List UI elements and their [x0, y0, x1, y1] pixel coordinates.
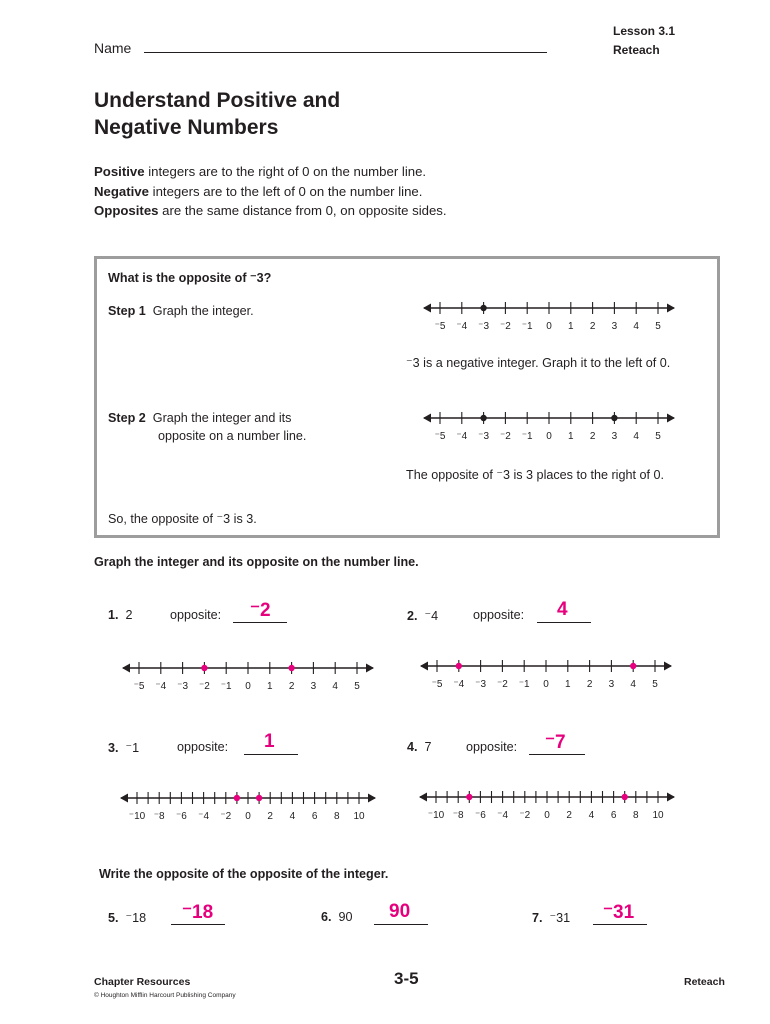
tick-label: ⁻2	[499, 321, 511, 332]
tick-label: ⁻2	[220, 811, 232, 822]
answer-5: ⁻18	[182, 902, 214, 923]
arrow-left-icon	[423, 414, 431, 423]
tick-label: 3	[611, 321, 618, 332]
opposite-label-2: opposite:	[473, 608, 525, 622]
tick-label: 5	[655, 321, 661, 332]
tick-label: 6	[610, 810, 617, 821]
tick-label: 1	[267, 681, 273, 692]
tick-label: 4	[332, 681, 338, 692]
tick-label: 10	[652, 810, 664, 821]
tick-label: 3	[611, 431, 618, 442]
footer-copyright: © Houghton Mifflin Harcourt Publishing Company	[94, 992, 236, 999]
tick-label: 2	[589, 321, 596, 332]
definition-opposites: Opposites are the same distance from 0, on opposite sides.	[94, 203, 447, 218]
tick-label: ⁻1	[521, 431, 533, 442]
tick-label: 4	[630, 679, 636, 690]
tick-label: 2	[586, 679, 593, 690]
tick-label: ⁻6	[474, 810, 486, 821]
tick-label: ⁻10	[427, 810, 445, 821]
tick-label: ⁻4	[198, 811, 210, 822]
number-line-problem-3[interactable]	[120, 792, 376, 822]
example-question: What is the opposite of ⁻3?	[108, 271, 272, 285]
tick-label: ⁻10	[128, 811, 146, 822]
problem-7: 7. ⁻31	[532, 911, 571, 925]
definition-positive: Positive integers are to the right of 0 on the number line.	[94, 164, 427, 179]
tick-label: ⁻3	[478, 321, 490, 332]
tick-label: 0	[546, 321, 552, 332]
answer-6: 90	[389, 901, 411, 922]
tick-label: ⁻5	[434, 321, 446, 332]
tick-label: ⁻8	[452, 810, 464, 821]
answer-1: ⁻2	[250, 600, 271, 621]
tick-label: ⁻4	[456, 321, 468, 332]
arrow-right-icon	[664, 662, 672, 671]
answer-point[interactable]	[288, 665, 294, 671]
example-conclusion: So, the opposite of ⁻3 is 3.	[108, 512, 257, 526]
footer-reteach: Reteach	[684, 976, 725, 988]
answer-3: 1	[264, 731, 275, 752]
tick-label: 4	[588, 810, 595, 821]
plotted-point[interactable]	[480, 305, 486, 311]
tick-label: ⁻5	[434, 431, 446, 442]
tick-label: 1	[568, 321, 574, 332]
answer-point[interactable]	[466, 794, 472, 800]
problem-3: 3. ⁻1	[108, 741, 140, 755]
answer-point[interactable]	[630, 663, 636, 669]
tick-label: ⁻1	[521, 321, 533, 332]
section2-instruction: Write the opposite of the opposite of the integer.	[99, 867, 389, 881]
tick-label: 0	[245, 811, 251, 822]
tick-label: 4	[633, 321, 639, 332]
tick-label: ⁻1	[220, 681, 232, 692]
tick-label: 5	[652, 679, 658, 690]
definition-negative: Negative integers are to the left of 0 on the number line.	[94, 183, 423, 199]
tick-label: 2	[589, 431, 596, 442]
tick-label: ⁻3	[478, 431, 490, 442]
arrow-right-icon	[368, 794, 376, 803]
problem-1: 1. 2	[108, 608, 133, 622]
arrow-right-icon	[667, 304, 675, 313]
number-line-problem-1[interactable]	[122, 662, 374, 692]
tick-label: 2	[267, 811, 273, 822]
tick-label: 3	[310, 681, 317, 692]
arrow-right-icon	[667, 793, 675, 802]
tick-label: 0	[543, 679, 549, 690]
plotted-point[interactable]	[611, 415, 617, 421]
answer-point[interactable]	[234, 795, 240, 801]
number-line-step2	[423, 412, 675, 442]
arrow-left-icon	[120, 794, 128, 803]
problem-5: 5. ⁻18	[108, 911, 147, 925]
answer-point[interactable]	[622, 794, 628, 800]
arrow-right-icon	[667, 414, 675, 423]
step1-note: ⁻3 is a negative integer. Graph it to the left of 0.	[406, 356, 671, 370]
tick-label: ⁻2	[519, 810, 531, 821]
answer-2: 4	[557, 599, 568, 620]
number-line-problem-4[interactable]	[419, 791, 675, 821]
tick-label: 8	[633, 810, 639, 821]
number-line-step1	[423, 302, 675, 332]
tick-label: ⁻4	[497, 810, 509, 821]
name-label: Name	[94, 40, 132, 56]
step2-note: The opposite of ⁻3 is 3 places to the right of 0.	[406, 468, 664, 482]
tick-label: 0	[245, 681, 251, 692]
answer-7: ⁻31	[603, 902, 635, 923]
tick-label: ⁻6	[175, 811, 187, 822]
tick-label: 8	[334, 811, 340, 822]
tick-label: 10	[353, 811, 365, 822]
tick-label: ⁻4	[155, 681, 167, 692]
opposite-label-3: opposite:	[177, 740, 229, 754]
tick-label: 0	[544, 810, 550, 821]
tick-label: ⁻4	[453, 679, 465, 690]
plotted-point[interactable]	[480, 415, 486, 421]
tick-label: ⁻8	[153, 811, 165, 822]
answer-point[interactable]	[456, 663, 462, 669]
tick-label: 2	[288, 681, 295, 692]
arrow-right-icon	[366, 664, 374, 673]
step1-text: Step 1 Graph the integer.	[108, 304, 254, 318]
tick-label: ⁻1	[518, 679, 530, 690]
page-title: Understand Positive and Negative Numbers	[94, 89, 341, 139]
arrow-left-icon	[420, 662, 428, 671]
problem-2: 2. ⁻4	[407, 609, 439, 623]
opposite-label-1: opposite:	[170, 608, 222, 622]
opposite-label-4: opposite:	[466, 740, 518, 754]
tick-label: ⁻2	[198, 681, 210, 692]
tick-label: 0	[546, 431, 552, 442]
answer-point[interactable]	[201, 665, 207, 671]
arrow-left-icon	[419, 793, 427, 802]
tick-label: ⁻2	[496, 679, 508, 690]
tick-label: 6	[311, 811, 318, 822]
tick-label: 3	[608, 679, 615, 690]
tick-label: 2	[566, 810, 572, 821]
answer-point[interactable]	[256, 795, 262, 801]
step2-text: Step 2 Graph the integer and its opposite on a number line.	[108, 411, 307, 443]
tick-label: 1	[568, 431, 574, 442]
tick-label: 5	[354, 681, 360, 692]
tick-label: ⁻3	[475, 679, 487, 690]
tick-label: ⁻4	[456, 431, 468, 442]
page-number: 3-5	[394, 969, 419, 988]
tick-label: 4	[289, 811, 296, 822]
tick-label: 4	[633, 431, 639, 442]
tick-label: ⁻5	[431, 679, 443, 690]
footer-chapter: Chapter Resources	[94, 976, 191, 988]
arrow-left-icon	[423, 304, 431, 313]
tick-label: 1	[565, 679, 571, 690]
tick-label: ⁻5	[133, 681, 145, 692]
tick-label: 5	[655, 431, 661, 442]
tick-label: ⁻2	[499, 431, 511, 442]
problem-4: 4. 7	[407, 740, 432, 754]
section1-instruction: Graph the integer and its opposite on the number line.	[94, 555, 419, 569]
lesson-label: Lesson 3.1 Reteach	[613, 24, 676, 57]
number-line-problem-2[interactable]	[420, 660, 672, 690]
tick-label: ⁻3	[177, 681, 189, 692]
arrow-left-icon	[122, 664, 130, 673]
problem-6: 6. 90	[321, 910, 353, 924]
answer-4: ⁻7	[545, 732, 566, 753]
